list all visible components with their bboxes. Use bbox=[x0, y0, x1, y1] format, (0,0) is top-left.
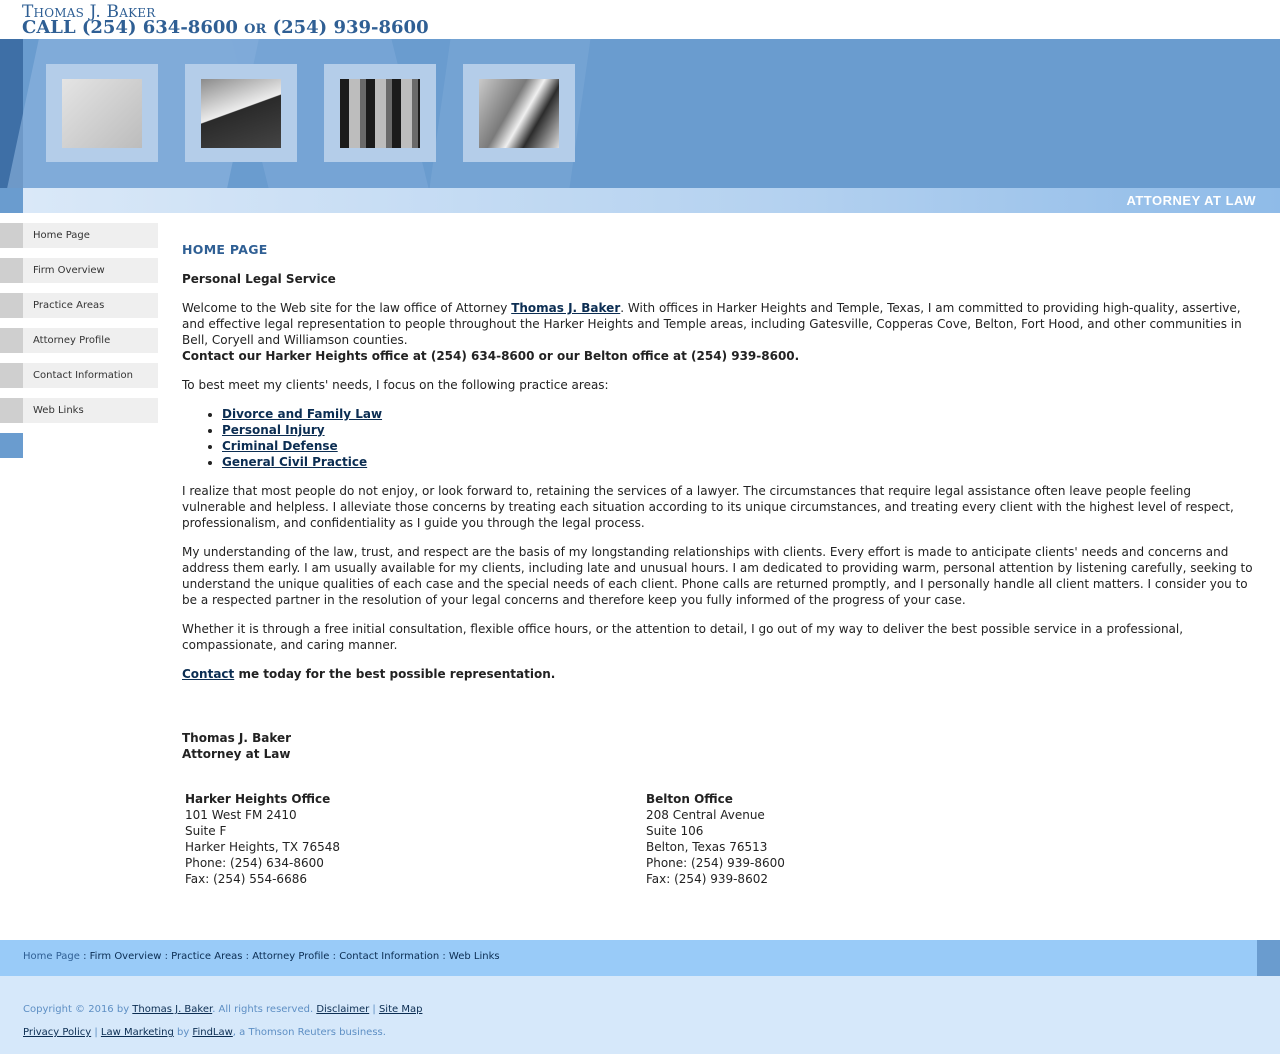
footer-nav-bar bbox=[0, 940, 1280, 976]
findlaw-link[interactable]: FindLaw bbox=[192, 1027, 233, 1038]
footer-separator: : bbox=[79, 951, 90, 962]
attorney-name-link[interactable]: Thomas J. Baker bbox=[511, 301, 621, 315]
welcome-text-pre: Welcome to the Web site for the law office of Attorney bbox=[182, 301, 512, 315]
office-fax: Fax: (254) 554-6686 bbox=[185, 872, 307, 886]
office-address-line: 101 West FM 2410 bbox=[185, 808, 297, 822]
sidebar-end-block bbox=[0, 433, 23, 458]
welcome-text-post: . With offices in Harker Heights and Temple, Texas, I am committed to providing high-quality, assertive, and effective legal representation to people throughout the Harker Heights and Temple areas, including Gatesville, Copperas Cove, Belton, Fort Hood, and other communities in Bell, Coryell and Williamson counties. bbox=[182, 301, 1242, 347]
call-or: or bbox=[244, 17, 267, 38]
sidebar-item-label: Web Links bbox=[33, 405, 84, 416]
footer-link-practice-areas[interactable]: Practice Areas bbox=[171, 951, 243, 962]
disclaimer-link[interactable]: Disclaimer bbox=[316, 1004, 370, 1015]
banner-photo-frame bbox=[324, 64, 436, 162]
signature-name: Thomas J. Baker bbox=[182, 731, 292, 745]
sidebar-item-label: Attorney Profile bbox=[33, 335, 111, 346]
footer-separator: : bbox=[242, 951, 253, 962]
sidebar-item-contact-information[interactable] bbox=[0, 363, 158, 388]
sidebar-tab-marker bbox=[0, 398, 23, 423]
footer-separator: : bbox=[329, 951, 340, 962]
office-name: Belton Office bbox=[646, 792, 733, 806]
sidebar-item-practice-areas[interactable] bbox=[0, 293, 158, 318]
office-address-line: Belton, Texas 76513 bbox=[646, 840, 768, 854]
footer-nav-links bbox=[23, 951, 500, 962]
pipe-separator: | bbox=[369, 1004, 379, 1015]
office-name: Harker Heights Office bbox=[185, 792, 331, 806]
office-address-line: Harker Heights, TX 76548 bbox=[185, 840, 341, 854]
practice-areas-list bbox=[222, 406, 1254, 470]
welcome-paragraph bbox=[182, 300, 1254, 364]
raised-hand-oath-photo bbox=[479, 79, 559, 148]
footer-link-firm-overview[interactable]: Firm Overview bbox=[89, 951, 162, 962]
copyright-pre: Copyright © 2016 by bbox=[23, 1004, 133, 1015]
body-paragraph-3: Whether it is through a free initial consultation, flexible office hours, or the attention to detail, I go out of my way to deliver the best possible service in a professional, compassionate, and caring manner. bbox=[182, 622, 1184, 652]
practice-link-general-civil-practice[interactable]: General Civil Practice bbox=[222, 455, 368, 469]
footer-separator: : bbox=[161, 951, 172, 962]
page-title: HOME PAGE bbox=[182, 242, 268, 257]
header bbox=[0, 0, 1280, 39]
body-paragraph-2: My understanding of the law, trust, and respect are the basis of my longstanding relationships with clients. Every effort is made to anticipate clients' needs and concerns and address them early. I am usually available for my clients, including late and unusual hours. I am dedicated to providing warm, personal attention by listening carefully, seeking to understand the unique qualities of each case and the special needs of each client. Phone calls are returned promptly, and I personally handle all client matters. I consider you to be a respected partner in the resolution of your legal concerns and therefore keep you fully informed of the progress of your case. bbox=[182, 545, 1253, 607]
practice-link-divorce-family-law[interactable]: Divorce and Family Law bbox=[222, 407, 383, 421]
scales-of-justice-photo bbox=[62, 79, 142, 148]
sidebar-item-label: Home Page bbox=[33, 230, 90, 241]
call-phone-primary: CALL (254) 634-8600 bbox=[22, 17, 238, 38]
list-item bbox=[222, 454, 1254, 470]
header-banner bbox=[0, 39, 1280, 188]
sidebar-item-label: Practice Areas bbox=[33, 300, 105, 311]
offices-table bbox=[185, 791, 1185, 887]
footer-right-block bbox=[1257, 940, 1280, 976]
contact-cta-link[interactable]: Contact bbox=[182, 667, 235, 681]
list-item bbox=[222, 422, 1254, 438]
office-address-line: 208 Central Avenue bbox=[646, 808, 765, 822]
privacy-policy-link[interactable]: Privacy Policy bbox=[23, 1027, 92, 1038]
sidebar-nav bbox=[0, 223, 158, 433]
sidebar-tab-marker bbox=[0, 293, 23, 318]
site-map-link[interactable]: Site Map bbox=[378, 1004, 423, 1015]
copyright-post: . All rights reserved. bbox=[212, 1004, 317, 1015]
office-phone: Phone: (254) 939-8600 bbox=[646, 856, 785, 870]
sidebar-tab-marker bbox=[0, 223, 23, 248]
sidebar-item-label: Firm Overview bbox=[33, 265, 105, 276]
call-phone-line bbox=[22, 18, 429, 38]
footer-link-home-page[interactable]: Home Page bbox=[23, 951, 80, 962]
firm-name-logo[interactable]: Thomas J. Baker bbox=[22, 2, 156, 22]
banner-photo-frame bbox=[185, 64, 297, 162]
tagline-left-block bbox=[0, 188, 23, 213]
sidebar-item-label: Contact Information bbox=[33, 370, 133, 381]
office-fax: Fax: (254) 939-8602 bbox=[646, 872, 768, 886]
tagline-attorney-at-law: ATTORNEY AT LAW bbox=[1126, 193, 1256, 208]
law-marketing-link[interactable]: Law Marketing bbox=[100, 1027, 174, 1038]
call-phone-secondary: (254) 939-8600 bbox=[272, 17, 429, 38]
list-item bbox=[222, 438, 1254, 454]
sidebar-item-home-page[interactable] bbox=[0, 223, 158, 248]
office-address-line: Suite 106 bbox=[646, 824, 704, 838]
copyright-owner-link[interactable]: Thomas J. Baker bbox=[132, 1004, 213, 1015]
findlaw-post-text: , a Thomson Reuters business. bbox=[232, 1027, 386, 1038]
sidebar-tab-marker bbox=[0, 363, 23, 388]
practice-link-criminal-defense[interactable]: Criminal Defense bbox=[222, 439, 338, 453]
tagline-strip bbox=[0, 188, 1280, 213]
footer-link-web-links[interactable]: Web Links bbox=[448, 951, 500, 962]
sidebar-item-attorney-profile[interactable] bbox=[0, 328, 158, 353]
sidebar-item-firm-overview[interactable] bbox=[0, 258, 158, 283]
office-address-line: Suite F bbox=[185, 824, 227, 838]
signature-title: Attorney at Law bbox=[182, 747, 291, 761]
practice-link-personal-injury[interactable]: Personal Injury bbox=[222, 423, 325, 437]
page-subtitle: Personal Legal Service bbox=[182, 272, 336, 286]
list-item bbox=[222, 406, 1254, 422]
copyright-line bbox=[23, 1004, 422, 1015]
office-harker-heights bbox=[185, 791, 646, 887]
courthouse-columns-photo bbox=[340, 79, 420, 148]
cta-rest-text: me today for the best possible representation. bbox=[234, 667, 556, 681]
signature-block bbox=[182, 730, 291, 762]
footer-separator: : bbox=[439, 951, 449, 962]
sidebar-tab-marker bbox=[0, 258, 23, 283]
footer-bottom bbox=[0, 976, 1280, 1054]
body-paragraph-1: I realize that most people do not enjoy, or look forward to, retaining the services of a lawyer. The circumstances that require legal assistance often leave people feeling vulnerable and helpless. I alleviate those concerns by treating each situation according to its unique circumstances, and treating every client with the highest level of respect, professionalism, and confidentiality as I guide you through the legal process. bbox=[182, 484, 1234, 530]
banner-photo-frame bbox=[463, 64, 575, 162]
policy-line bbox=[23, 1027, 386, 1038]
practice-intro: To best meet my clients' needs, I focus on the following practice areas: bbox=[182, 378, 609, 392]
banner-photo-frame bbox=[46, 64, 158, 162]
footer-link-attorney-profile[interactable]: Attorney Profile bbox=[252, 951, 330, 962]
office-belton bbox=[646, 791, 1107, 887]
by-text: by bbox=[173, 1027, 193, 1038]
cta-line bbox=[182, 666, 1254, 682]
sidebar-item-web-links[interactable] bbox=[0, 398, 158, 423]
sidebar-tab-marker bbox=[0, 328, 23, 353]
office-phone: Phone: (254) 634-8600 bbox=[185, 856, 324, 870]
main-content bbox=[182, 242, 1254, 695]
attorney-woman-photo bbox=[201, 79, 281, 148]
footer-link-contact-information[interactable]: Contact Information bbox=[339, 951, 440, 962]
pipe-separator: | bbox=[91, 1027, 101, 1038]
contact-phone-line: Contact our Harker Heights office at (254) 634-8600 or our Belton office at (254) 939-8600. bbox=[182, 349, 800, 363]
